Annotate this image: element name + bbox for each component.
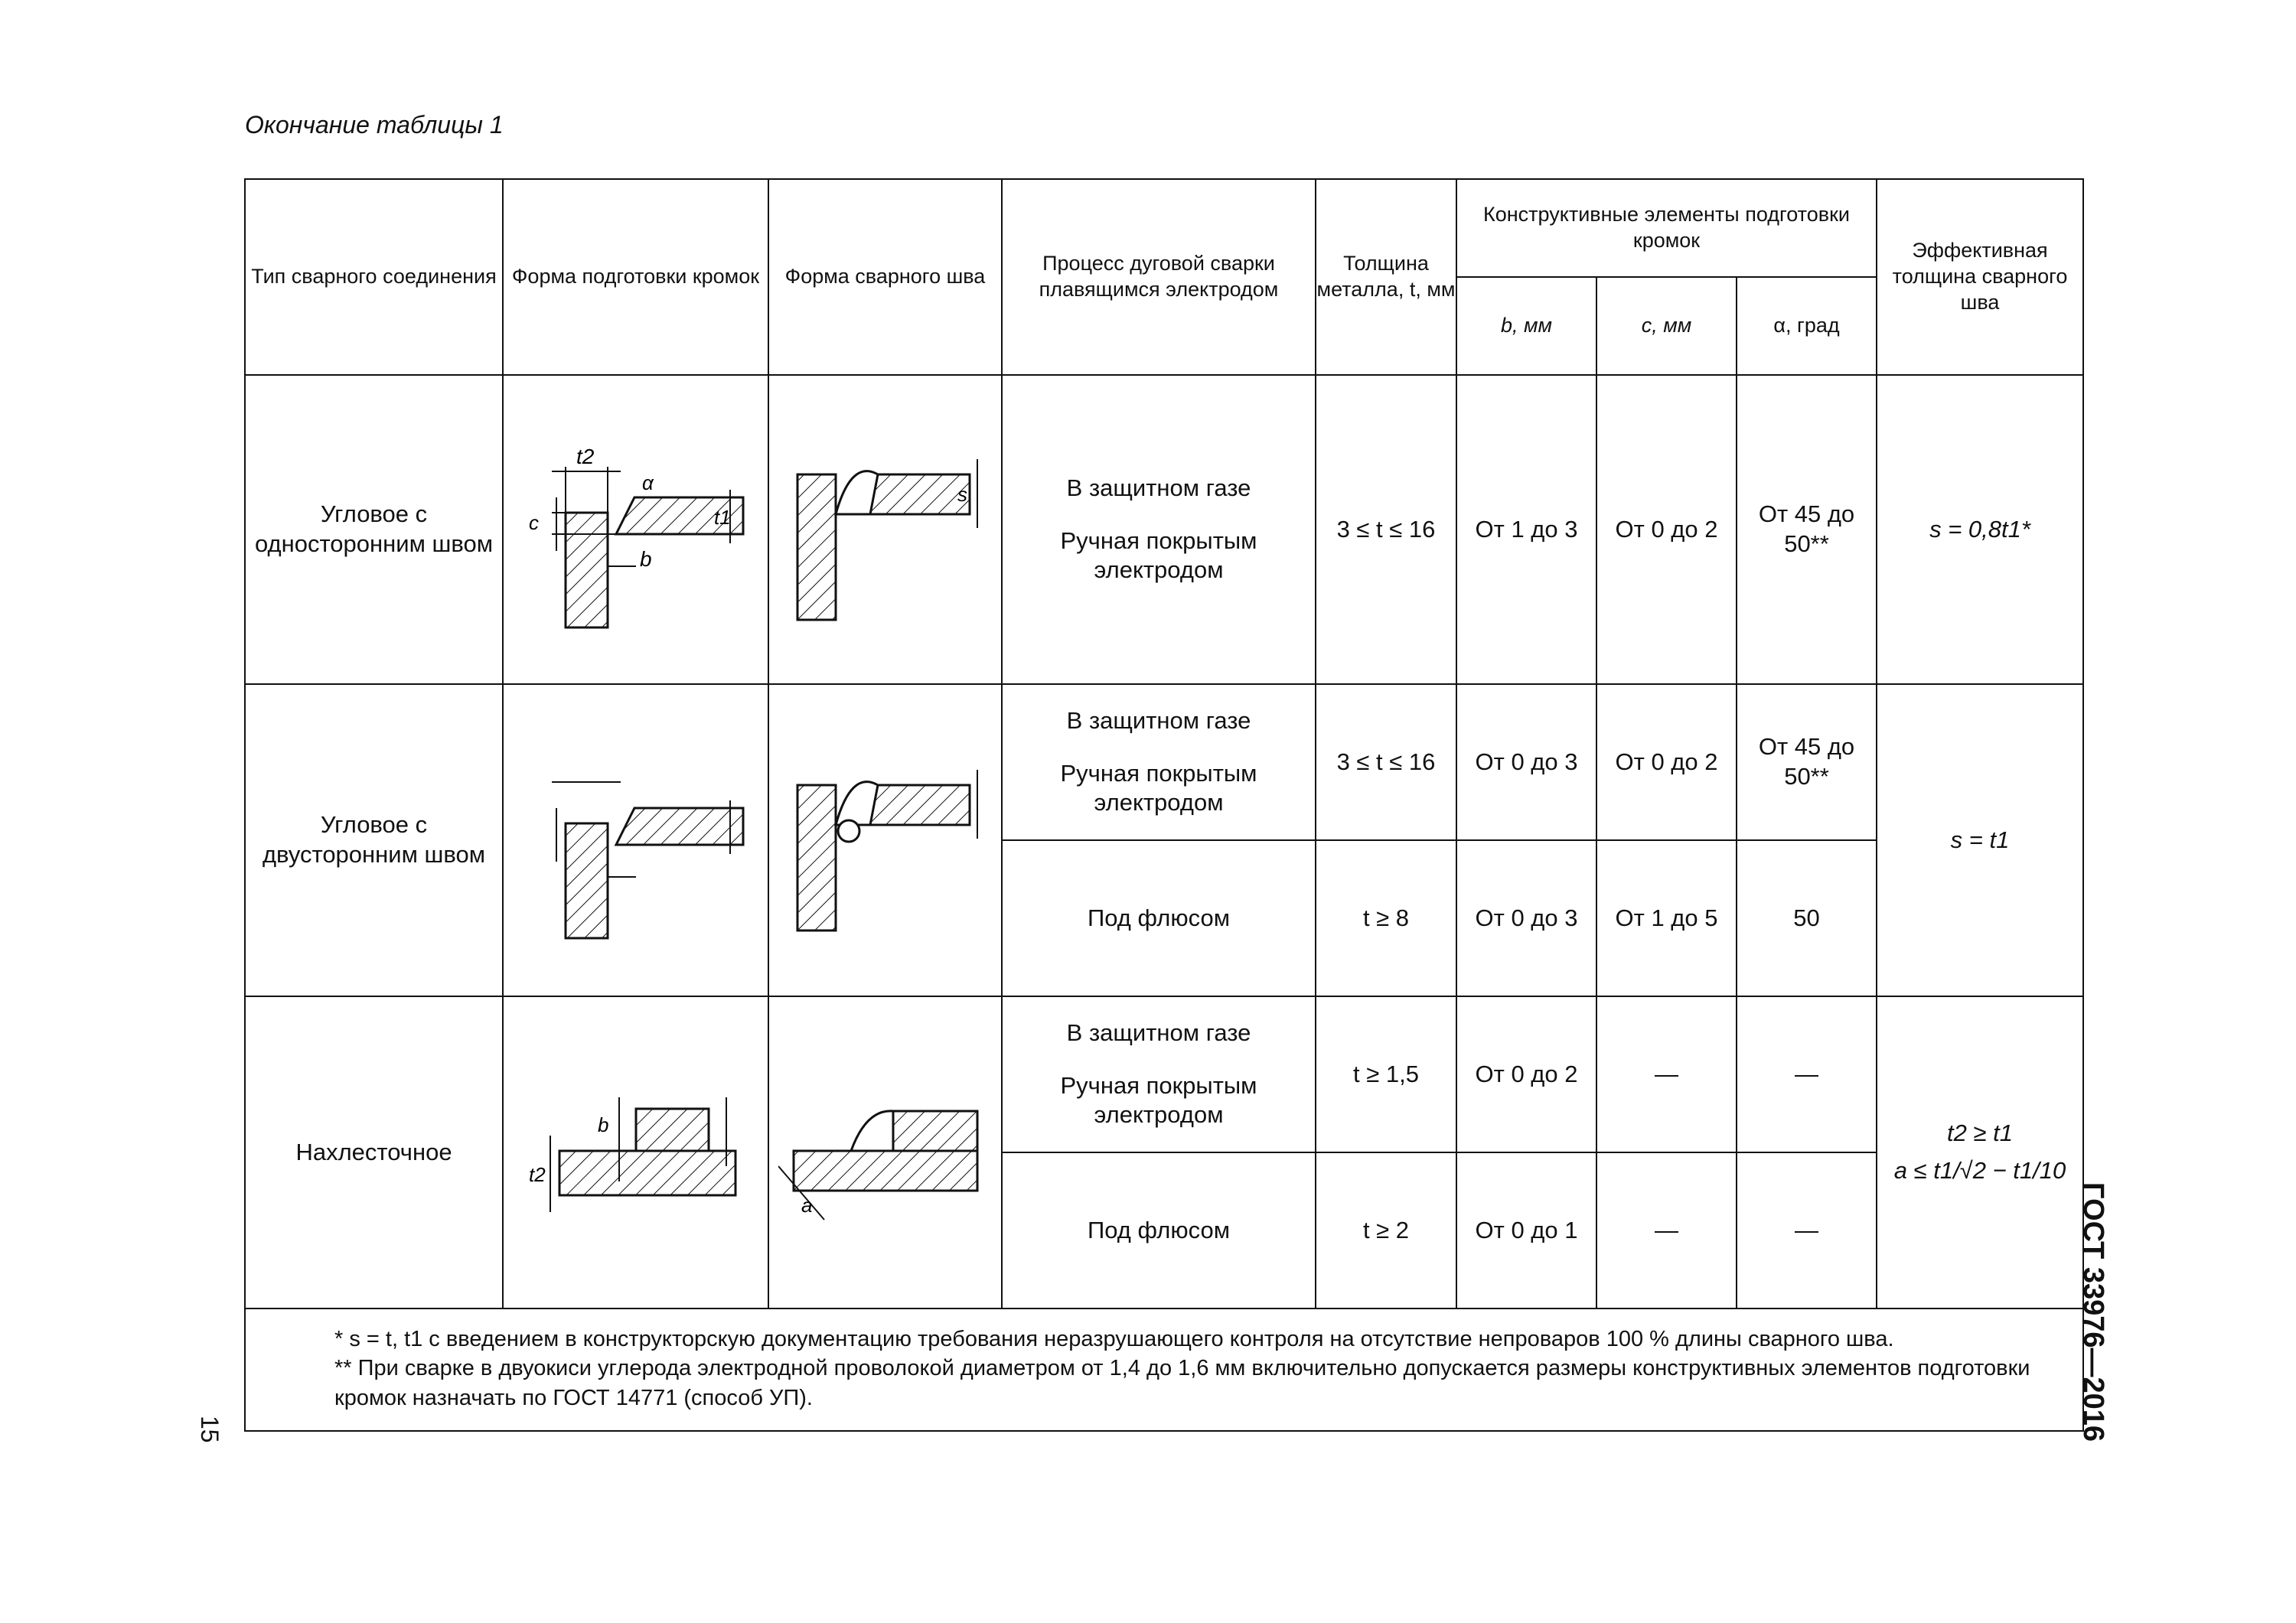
row3a-thickness: t ≥ 1,5 xyxy=(1316,996,1456,1152)
edge-prep-diagram-lap xyxy=(521,1067,751,1235)
page-number: 15 xyxy=(196,1416,223,1443)
row3-weld-diagram xyxy=(768,996,1002,1309)
row2a-b: От 0 до 3 xyxy=(1456,684,1596,840)
header-thickness: Толщина металла, t, мм xyxy=(1316,179,1456,375)
label-alpha: α xyxy=(641,471,654,494)
table-caption: Окончание таблицы 1 xyxy=(245,111,504,139)
edge-prep-diagram-one-sided xyxy=(521,413,751,643)
row3a-b: От 0 до 2 xyxy=(1456,996,1596,1152)
row3-effective xyxy=(1877,996,2083,1309)
row1-edge-diagram xyxy=(503,375,768,684)
weld-table xyxy=(244,178,2084,1432)
label-s: s xyxy=(957,482,967,506)
row2b-process: Под флюсом xyxy=(1002,840,1316,996)
weld-diagram-one-sided xyxy=(778,413,993,643)
row1-b: От 1 до 3 xyxy=(1456,375,1596,684)
label-a: a xyxy=(801,1193,812,1217)
label-t2-lap: t2 xyxy=(528,1162,546,1186)
header-joint-type: Тип сварного соединения xyxy=(245,179,503,375)
row2-joint: Угловое с двусторонним швом xyxy=(245,684,503,996)
row2a-alpha: От 45 до 50** xyxy=(1737,684,1877,840)
row1-process: В защитном газе Ручная покрытым электродом xyxy=(1002,375,1316,684)
row2b-thickness: t ≥ 8 xyxy=(1316,840,1456,996)
row3-edge-diagram xyxy=(503,996,768,1309)
row2a-c: От 0 до 2 xyxy=(1596,684,1737,840)
row1-alpha: От 45 до 50** xyxy=(1737,375,1877,684)
row2b-alpha: 50 xyxy=(1737,840,1877,996)
row1-thickness: 3 ≤ t ≤ 16 xyxy=(1316,375,1456,684)
row2b-b: От 0 до 3 xyxy=(1456,840,1596,996)
weld-diagram-two-sided xyxy=(778,724,993,953)
header-effective: Эффективная толщина сварного шва xyxy=(1877,179,2083,375)
row3b-alpha: — xyxy=(1737,1152,1877,1309)
label-b-lap: b xyxy=(597,1113,608,1136)
row3b-thickness: t ≥ 2 xyxy=(1316,1152,1456,1309)
weld-diagram-lap xyxy=(778,1067,993,1235)
header-weld-form: Форма сварного шва xyxy=(768,179,1002,375)
label-t1: t1 xyxy=(713,505,731,529)
row3b-process: Под флюсом xyxy=(1002,1152,1316,1309)
row1-weld-diagram xyxy=(768,375,1002,684)
footnote-2: ** При сварке в двуокиси углерода электродной проволокой диаметром от 1,4 до 1,6 мм включительно допускается размеры конструктивных элементов подготовки кромок назначать по ГОСТ 14771 (способ УП). xyxy=(334,1356,2030,1410)
row1-joint: Угловое с односторонним швом xyxy=(245,375,503,684)
side-standard-label: ГОСТ 33976—2016 xyxy=(2077,1182,2109,1442)
header-edge-form: Форма подготовки кромок xyxy=(503,179,768,375)
row3b-c: — xyxy=(1596,1152,1737,1309)
row2a-process: В защитном газе Ручная покрытым электродом xyxy=(1002,684,1316,840)
row1-effective: s = 0,8t1* xyxy=(1877,375,2083,684)
row2-effective: s = t1 xyxy=(1877,684,2083,996)
row3-effective-line1: t2 ≥ t1 xyxy=(1947,1119,2013,1147)
label-t2: t2 xyxy=(576,444,594,468)
header-process: Процесс дуговой сварки плавящимся электродом xyxy=(1002,179,1316,375)
row3-effective-formula: a ≤ t1/√2 − t1/10 xyxy=(1893,1157,2066,1184)
row3a-alpha: — xyxy=(1737,996,1877,1152)
row2b-c: От 1 до 5 xyxy=(1596,840,1737,996)
footnote-1: * s = t, t1 с введением в конструкторскую документацию требования неразрушающего контроля на отсутствие непроваров 100 % длины сварного шва. xyxy=(334,1327,1894,1351)
footnotes xyxy=(245,1309,2083,1431)
row3-joint: Нахлесточное xyxy=(245,996,503,1309)
edge-prep-diagram-two-sided xyxy=(521,724,751,953)
row2a-thickness: 3 ≤ t ≤ 16 xyxy=(1316,684,1456,840)
label-b: b xyxy=(639,546,652,571)
header-elements-group: Конструктивные элементы подготовки кромок xyxy=(1456,179,1877,277)
row3b-b: От 0 до 1 xyxy=(1456,1152,1596,1309)
header-b: b, мм xyxy=(1456,277,1596,375)
row3a-process: В защитном газе Ручная покрытым электродом xyxy=(1002,996,1316,1152)
row2-weld-diagram xyxy=(768,684,1002,996)
header-alpha: α, град xyxy=(1737,277,1877,375)
row2-edge-diagram xyxy=(503,684,768,996)
row3a-c: — xyxy=(1596,996,1737,1152)
label-c: c xyxy=(528,510,539,534)
row1-c: От 0 до 2 xyxy=(1596,375,1737,684)
header-c: c, мм xyxy=(1596,277,1737,375)
